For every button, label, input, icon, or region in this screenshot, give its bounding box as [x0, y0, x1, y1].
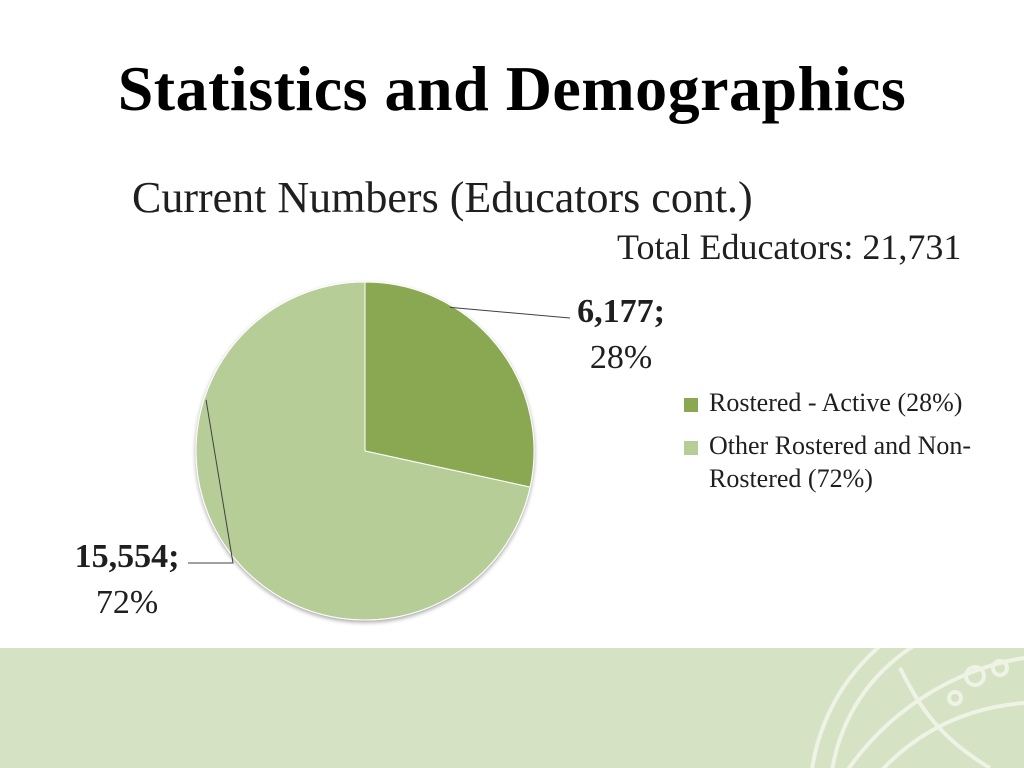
leader-line-rostered-active: [450, 307, 570, 318]
legend-item-rostered-active: [684, 386, 984, 419]
data-label-other-percent: 72%: [95, 584, 159, 621]
footer-band: [0, 648, 1024, 768]
legend-swatch-rostered-active: [684, 398, 698, 412]
legend-label-rostered-active: Rostered - Active (28%): [709, 388, 963, 417]
slide-title: Statistics and Demographics: [117, 53, 907, 124]
slide-subtitle: Current Numbers (Educators cont.): [132, 173, 753, 222]
data-label-rostered-active-percent: 28%: [589, 339, 653, 376]
legend-label-other: Other Rostered and Non-Rostered (72%): [709, 431, 972, 493]
footer-ornament: [0, 648, 1024, 768]
legend-item-other: [684, 429, 984, 495]
chart-legend: [684, 386, 984, 505]
data-label-other-value: 15,554;: [74, 538, 180, 575]
data-label-rostered-active-value: 6,177;: [577, 293, 665, 330]
total-educators-label: Total Educators: 21,731: [617, 227, 962, 267]
legend-swatch-other: [684, 441, 698, 455]
